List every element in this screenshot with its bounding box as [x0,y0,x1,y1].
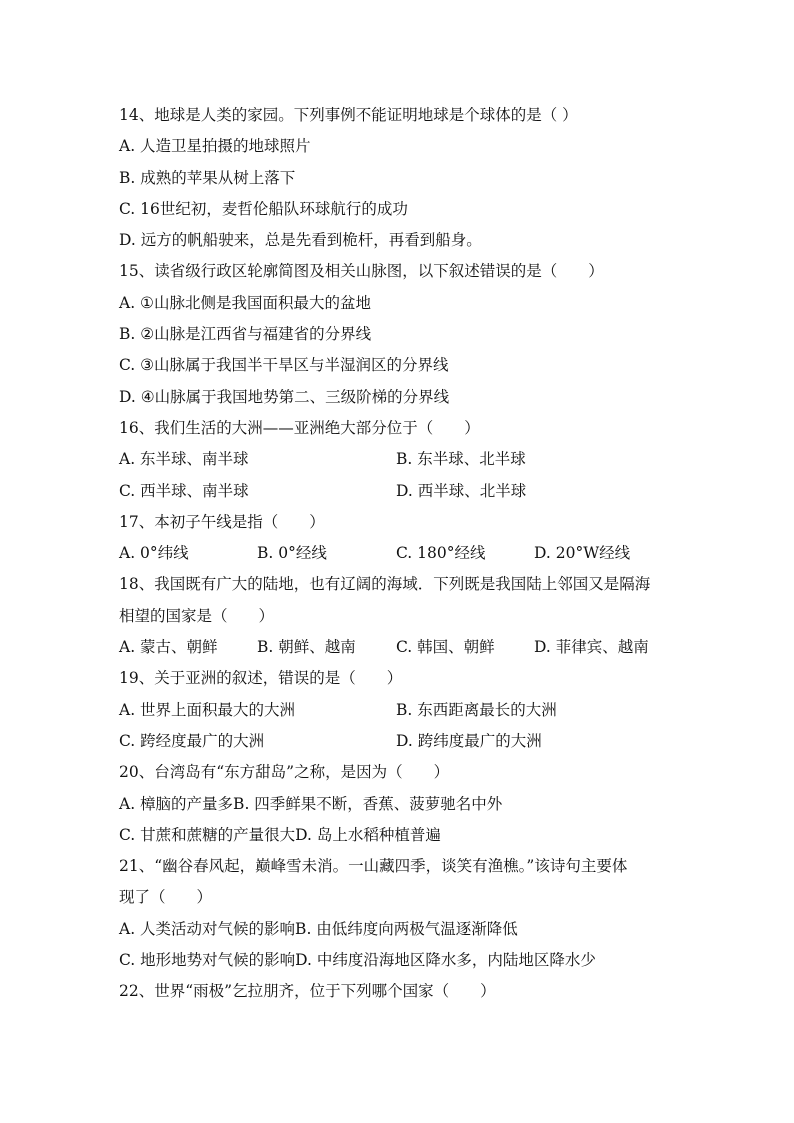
option-c: C. 跨经度最广的大洲 [119,731,265,750]
question-stem: 15、读省级行政区轮廓简图及相关山脉图，以下叙述错误的是（ ） [119,262,604,281]
option-b: B. 东西距离最长的大洲 [396,700,557,719]
question-stem-line-2: 现了（ ） [119,888,213,907]
option-a: A. ①山脉北侧是我国面积最大的盆地 [119,293,371,312]
option-a: A. 0°纬线 [119,544,189,563]
question-18 [119,569,679,663]
question-20 [119,757,679,851]
option-c: C. 韩国、朝鲜 [396,638,495,657]
option-c: C. 16世纪初，麦哲伦船队环球航行的成功 [119,199,408,218]
question-stem: 19、关于亚洲的叙述，错误的是（ ） [119,669,403,688]
options-ab: A. 人类活动对气候的影响B. 由低纬度向两极气温逐渐降低 [119,919,518,938]
option-d: D. ④山脉属于我国地势第二、三级阶梯的分界线 [119,387,450,406]
question-16 [119,413,679,507]
question-17 [119,507,679,570]
question-19 [119,663,679,757]
question-stem: 14、地球是人类的家园。下列事例不能证明地球是个球体的是（ ） [119,106,578,124]
option-d: D. 跨纬度最广的大洲 [396,731,542,750]
option-b: B. 0°经线 [257,544,327,563]
question-stem: 22、世界“雨极”乞拉朋齐，位于下列哪个国家（ ） [119,982,496,1001]
options-row [119,695,679,726]
option-b: B. 朝鲜、越南 [257,638,356,657]
question-22 [119,976,679,1007]
option-a: A. 东半球、南半球 [119,450,249,469]
exam-page [119,100,679,1008]
question-stem-line-2: 相望的国家是（ ） [119,606,275,625]
option-c: C. 180°经线 [396,544,486,563]
option-b: B. ②山脉是江西省与福建省的分界线 [119,325,372,344]
option-d: D. 远方的帆船驶来，总是先看到桅杆，再看到船身。 [119,231,482,250]
option-d: D. 20°W经线 [534,544,631,563]
question-stem-line-1: 18、我国既有广大的陆地，也有辽阔的海域．下列既是我国陆上邻国又是隔海 [119,575,651,594]
option-b: B. 东半球、北半球 [396,450,526,469]
option-a: A. 蒙古、朝鲜 [119,638,218,657]
question-14 [119,100,679,256]
question-15 [119,256,679,412]
option-d: D. 菲律宾、越南 [534,638,649,657]
question-stem-line-1: 21、“幽谷春风起，巅峰雪未消。一山藏四季，谈笑有渔樵。”该诗句主要体 [119,857,628,876]
question-stem: 17、本初子午线是指（ ） [119,512,325,531]
option-d: D. 西半球、北半球 [396,481,527,500]
options-row [119,476,679,507]
options-cd: C. 甘蔗和蔗糖的产量很大D. 岛上水稻种植普遍 [119,825,441,844]
options-row [119,632,679,663]
option-c: C. 西半球、南半球 [119,481,249,500]
options-row [119,538,679,569]
options-row [119,726,679,757]
options-ab: A. 樟脑的产量多B. 四季鲜果不断，香蕉、菠萝驰名中外 [119,794,503,813]
option-a: A. 世界上面积最大的大洲 [119,700,296,719]
options-row [119,444,679,475]
options-cd: C. 地形地势对气候的影响D. 中纬度沿海地区降水多，内陆地区降水少 [119,951,596,970]
question-stem: 16、我们生活的大洲——亚洲绝大部分位于（ ） [119,418,480,437]
option-c: C. ③山脉属于我国半干旱区与半湿润区的分界线 [119,356,449,375]
question-stem: 20、台湾岛有“东方甜岛”之称，是因为（ ） [119,763,450,782]
question-21 [119,851,679,976]
option-b: B. 成熟的苹果从树上落下 [119,168,296,187]
option-a: A. 人造卫星拍摄的地球照片 [119,137,311,156]
